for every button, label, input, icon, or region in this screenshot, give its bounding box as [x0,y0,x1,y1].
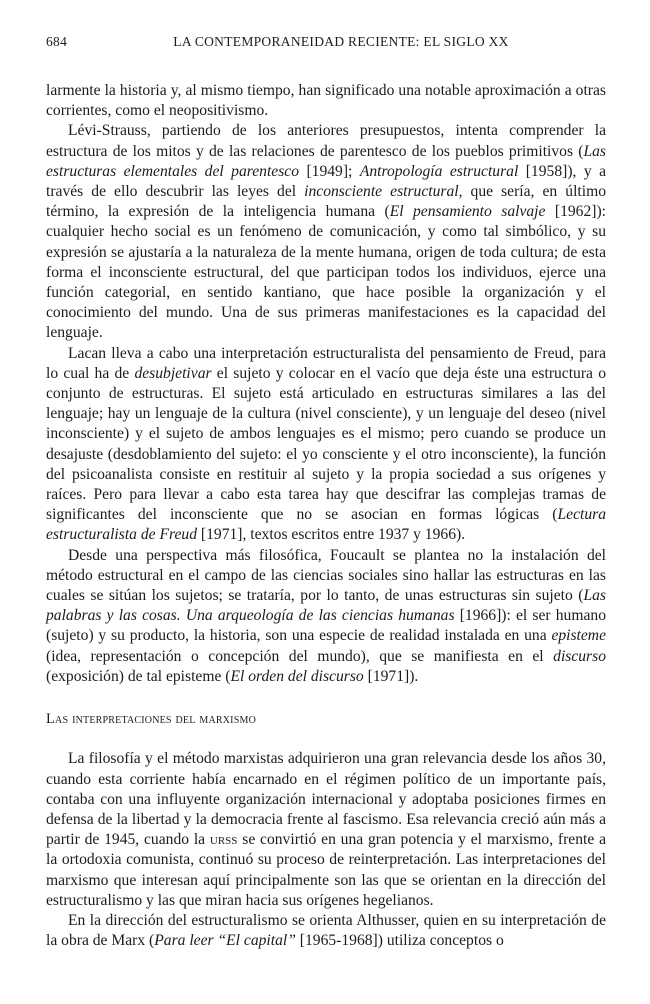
text-run: (exposición) de tal episteme ( [46,667,231,685]
text-run: [1966]): el ser humano (sujeto) y su producto, la historia, son una especie de realidad instalada en una [46,607,606,645]
text-run: Lévi-Strauss, partiendo de los anteriores presupuestos, intenta comprender la estructura de los mitos y de las relaciones de parentesco de los pueblos primitivos ( [46,122,606,160]
text-run: [1971]). [363,667,419,685]
text-run: La filosofía y el método marxistas adquirieron una gran relevancia desde los años 30, cuando esta corriente había encarnado en el régimen político de un importante país, contaba con una influyente organización internacional y adoptaba posiciones firmes en defensa de la libertad y la democracia frente al fascismo. Esa relevancia creció aún más a partir de 1945, cuando la [46,750,606,849]
book-title: El orden del discurso [230,667,364,685]
page-number: 684 [46,34,68,49]
text-run: , que sería, en último término, la expresión de la inteligencia humana ( [46,183,606,221]
book-title: Las palabras y las cosas. Una arqueología de las ciencias humanas [46,587,606,625]
emphasis: discurso [553,647,606,665]
text-run: larmente la historia y, al mismo tiempo, han significado una notable aproximación a otras corrientes, como el neopositivismo. [46,82,606,120]
emphasis: inconsciente estructural [304,183,459,201]
paragraph [46,344,606,546]
paragraph [46,81,606,121]
text-run: Desde una perspectiva más filosófica, Foucault se plantea no la instalación del método estructural en el campo de las ciencias sociales sino hallar las estructuras en las cuales se sitúan los sujetos; se trataría, por lo tanto, de unas estructuras sin sujeto ( [46,546,606,605]
page-header [46,34,606,54]
text-run: En la dirección del estructuralismo se orienta Althusser, quien en su interpretación de la obra de Marx ( [46,911,606,950]
book-title: Antropología estructural [359,162,519,180]
text-run: [1949]; [299,162,360,180]
section-heading: Las interpretaciones del marxismo [46,711,256,728]
paragraph [46,749,606,911]
text-run: [1971], textos escritos entre 1937 y 1966). [197,526,466,544]
text-run: [1958]), y a través de ello descubrir las leyes del [46,162,607,201]
emphasis: episteme [551,627,606,645]
running-head: LA CONTEMPORANEIDAD RECIENTE: EL SIGLO XX [173,34,509,49]
emphasis: desubjetivar [134,364,212,382]
text-run: [1962]): cualquier hecho social es un fenómeno de comunicación, y como tal simbólico, y su expresión se ajustaría a la naturaleza de la mente humana, origen de toda cultura; de esta forma el inconsciente estructural, del que participan todos los individuos, ejerce una función categorial, en sentido kantiano, que hace posible la organización y el conocimiento del mundo. Una de sus primeras manifestaciones es la capacidad del lenguaje. [46,203,606,342]
book-title: Las estructuras elementales del parentesco [46,142,606,180]
text-run: [1965-1968]) utiliza conceptos o [295,932,504,950]
paragraph [46,121,606,343]
paragraph [46,546,606,687]
acronym: urss [209,831,238,849]
book-title: Para leer “El capital” [154,932,296,950]
text-run: se convirtió en una gran potencia y el marxismo, frente a la ortodoxia comunista, continuó su proceso de reinterpretación. Las interpretaciones del marxismo que interesan aquí principalmente son las que se orientan en la dirección del estructuralismo y las que miran hacia sus orígenes hegelianos. [46,831,606,909]
book-title: El pensamiento salvaje [389,203,546,221]
page-body [46,81,606,951]
text-run: el sujeto y colocar en el vacío que deja éste una estructura o conjunto de estructuras. El sujeto está articulado en estructuras similares a las del lenguaje; hay un lenguaje de la cultura (nivel consciente), y un lenguaje del deseo (nivel inconsciente) y el sujeto de ambos lenguajes es el mismo; pero cuando se produce un desajuste (desdoblamiento del sujeto: el yo consciente y el otro inconsciente), la función del psicoanalista consiste en restituir al sujeto y la propia sociedad a sus orígenes y raíces. Pero para llevar a cabo esta tarea hay que descifrar las complejas tramas de significantes del inconsciente que no se asocian en formas lógicas ( [46,364,606,524]
text-run: Lacan lleva a cabo una interpretación estructuralista del pensamiento de Freud, para lo cual ha de [46,344,606,382]
book-title: Lectura estructuralista de Freud [46,506,606,544]
text-run: (idea, representación o concepción del mundo), que se manifiesta en el [46,647,554,665]
paragraph [46,911,606,951]
